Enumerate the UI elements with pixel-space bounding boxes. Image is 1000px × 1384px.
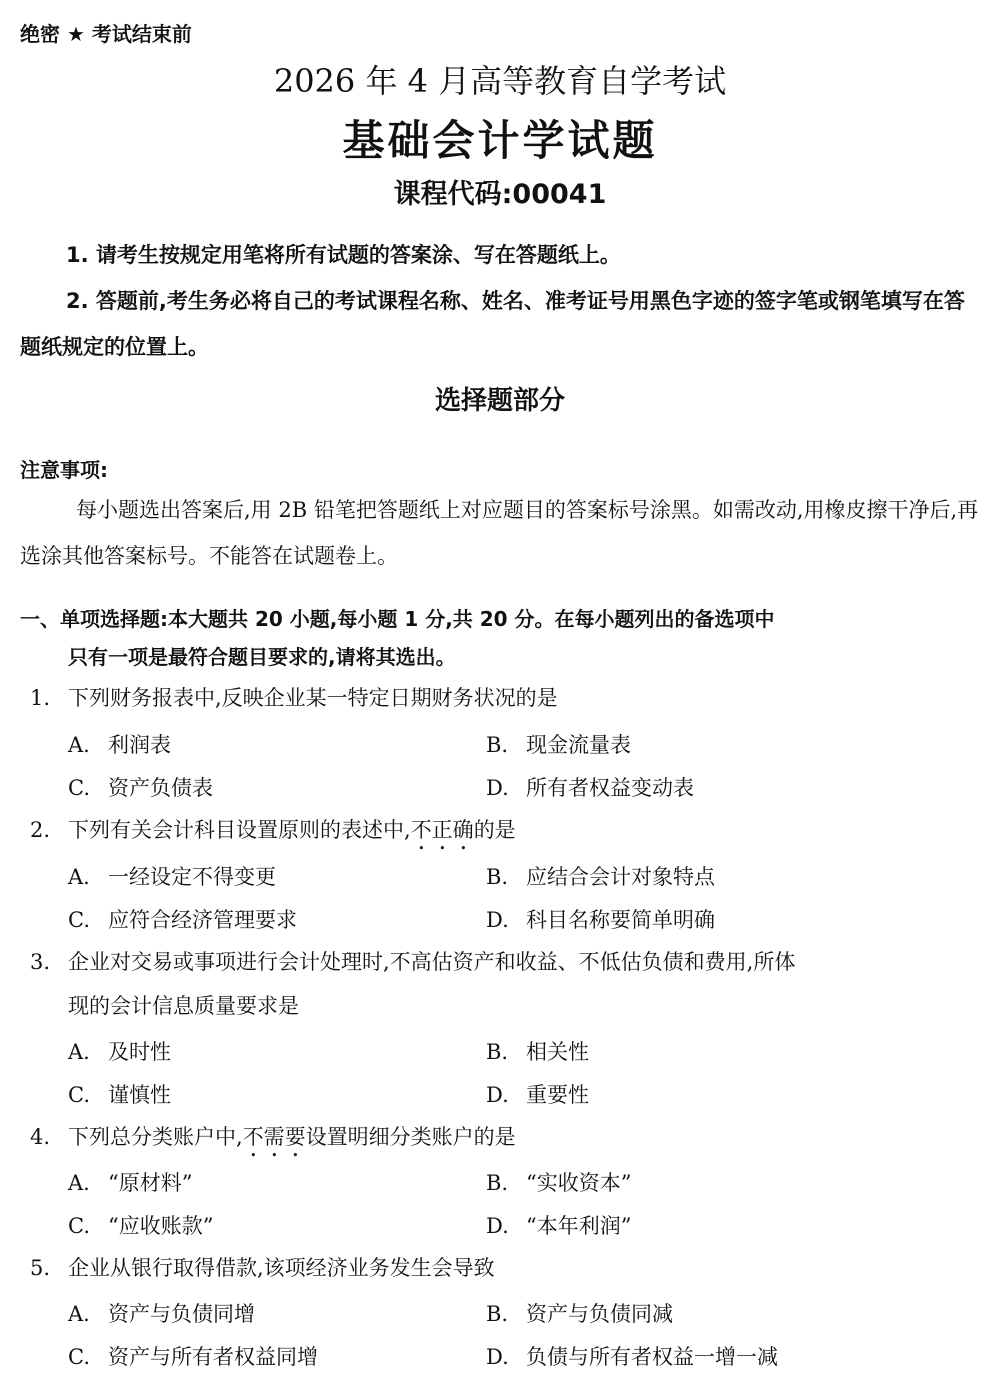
option-letter: C. xyxy=(68,776,90,800)
option-text: “原材料” xyxy=(108,1171,193,1195)
question-text: 下列总分类账户中, xyxy=(68,1125,243,1149)
option-text: 应结合会计对象特点 xyxy=(526,865,715,889)
question-3-option-a xyxy=(68,1036,171,1066)
option-letter: D. xyxy=(486,908,509,932)
option-letter: B. xyxy=(486,733,509,757)
question-3-option-b xyxy=(486,1036,589,1066)
option-text: 应符合经济管理要求 xyxy=(108,908,297,932)
confidential-mark: 绝密 ★ 考试结束前 xyxy=(20,22,192,46)
option-text: 资产与负债同增 xyxy=(108,1302,255,1326)
question-1-option-d xyxy=(486,772,694,802)
question-1-option-b xyxy=(486,729,631,759)
option-letter: A. xyxy=(68,865,90,889)
instruction-1: 1. 请考生按规定用笔将所有试题的答案涂、写在答题纸上。 xyxy=(66,243,621,267)
question-1-option-c xyxy=(68,772,213,802)
question-number: 5. xyxy=(30,1256,51,1280)
question-5-option-c xyxy=(68,1341,318,1371)
question-2-option-c xyxy=(68,904,297,934)
part-heading xyxy=(20,600,920,676)
question-text: 下列有关会计科目设置原则的表述中, xyxy=(68,818,411,842)
question-1-option-a xyxy=(68,729,171,759)
subject-title: 基础会计学试题 xyxy=(342,116,658,165)
option-letter: C. xyxy=(68,1345,90,1369)
question-text: 企业从银行取得借款,该项经济业务发生会导致 xyxy=(68,1256,495,1280)
section-heading: 选择题部分 xyxy=(434,386,565,416)
question-emphasis: 不需要 xyxy=(242,1125,306,1149)
instruction-2: 2. 答题前,考生务必将自己的考试课程名称、姓名、准考证号用黑色字迹的签字笔或钢笔填写在答题纸规定的位置上。 xyxy=(20,289,965,359)
question-text: 企业对交易或事项进行会计处理时,不高估资产和收益、不低估负债和费用,所体 xyxy=(68,950,796,974)
option-letter: C. xyxy=(68,908,90,932)
question-3-option-c xyxy=(68,1079,171,1109)
question-4-option-b xyxy=(486,1167,631,1197)
question-2-option-d xyxy=(486,904,715,934)
option-letter: B. xyxy=(486,1171,509,1195)
notice-title: 注意事项: xyxy=(20,458,108,482)
option-letter: C. xyxy=(68,1214,90,1238)
question-1-stem xyxy=(30,676,930,720)
question-4-option-d xyxy=(486,1210,631,1240)
question-number: 3. xyxy=(30,950,51,974)
question-number: 1. xyxy=(30,686,51,710)
question-5-option-b xyxy=(486,1298,673,1328)
question-5-option-d xyxy=(486,1341,778,1371)
question-text-end: 的是 xyxy=(473,818,516,842)
part-heading-line-2: 只有一项是最符合题目要求的,请将其选出。 xyxy=(68,645,456,669)
option-text: “实收资本” xyxy=(526,1171,632,1195)
option-letter: A. xyxy=(68,1171,90,1195)
option-text: 一经设定不得变更 xyxy=(108,865,276,889)
option-letter: D. xyxy=(486,776,509,800)
part-heading-line-1: 一、单项选择题:本大题共 20 小题,每小题 1 分,共 20 分。在每小题列出的备选项中 xyxy=(20,607,775,631)
question-text: 下列财务报表中,反映企业某一特定日期财务状况的是 xyxy=(68,686,558,710)
option-letter: A. xyxy=(68,733,90,757)
option-letter: D. xyxy=(486,1214,509,1238)
option-letter: D. xyxy=(486,1083,509,1107)
question-number: 2. xyxy=(30,818,51,842)
question-5-option-a xyxy=(68,1298,255,1328)
option-text: 重要性 xyxy=(526,1083,589,1107)
exam-name: 2026 年 4 月高等教育自学考试 xyxy=(273,62,727,100)
course-code: 课程代码:00041 xyxy=(393,179,607,210)
question-4-option-c xyxy=(68,1210,213,1240)
question-emphasis: 不正确 xyxy=(410,818,474,842)
option-text: 及时性 xyxy=(108,1040,171,1064)
question-2-option-a xyxy=(68,861,276,891)
option-letter: B. xyxy=(486,1302,509,1326)
option-text: “本年利润” xyxy=(526,1214,632,1238)
option-text: “应收账款” xyxy=(108,1214,214,1238)
option-text: 谨慎性 xyxy=(108,1083,171,1107)
question-4-option-a xyxy=(68,1167,192,1197)
option-text: 资产与负债同减 xyxy=(526,1302,673,1326)
option-letter: D. xyxy=(486,1345,509,1369)
question-number: 4. xyxy=(30,1125,51,1149)
option-letter: A. xyxy=(68,1302,90,1326)
question-text-end: 设置明细分类账户的是 xyxy=(305,1125,516,1149)
option-text: 资产负债表 xyxy=(108,776,213,800)
option-text: 现金流量表 xyxy=(526,733,631,757)
question-2-stem xyxy=(30,808,930,855)
question-2-option-b xyxy=(486,861,715,891)
question-5-stem xyxy=(30,1246,930,1290)
question-3-option-d xyxy=(486,1079,589,1109)
option-letter: B. xyxy=(486,1040,509,1064)
option-text: 相关性 xyxy=(526,1040,589,1064)
question-text-continued: 现的会计信息质量要求是 xyxy=(68,994,299,1018)
option-text: 利润表 xyxy=(108,733,171,757)
option-letter: B. xyxy=(486,865,509,889)
option-text: 负债与所有者权益一增一减 xyxy=(526,1345,778,1369)
option-text: 科目名称要简单明确 xyxy=(526,908,715,932)
option-letter: A. xyxy=(68,1040,90,1064)
option-text: 资产与所有者权益同增 xyxy=(108,1345,318,1369)
option-text: 所有者权益变动表 xyxy=(526,776,694,800)
notice-body: 每小题选出答案后,用 2B 铅笔把答题纸上对应题目的答案标号涂黑。如需改动,用橡皮擦干净后,再选涂其他答案标号。不能答在试题卷上。 xyxy=(20,498,979,568)
question-4-stem xyxy=(30,1115,930,1162)
question-3-stem xyxy=(30,940,930,1028)
option-letter: C. xyxy=(68,1083,90,1107)
